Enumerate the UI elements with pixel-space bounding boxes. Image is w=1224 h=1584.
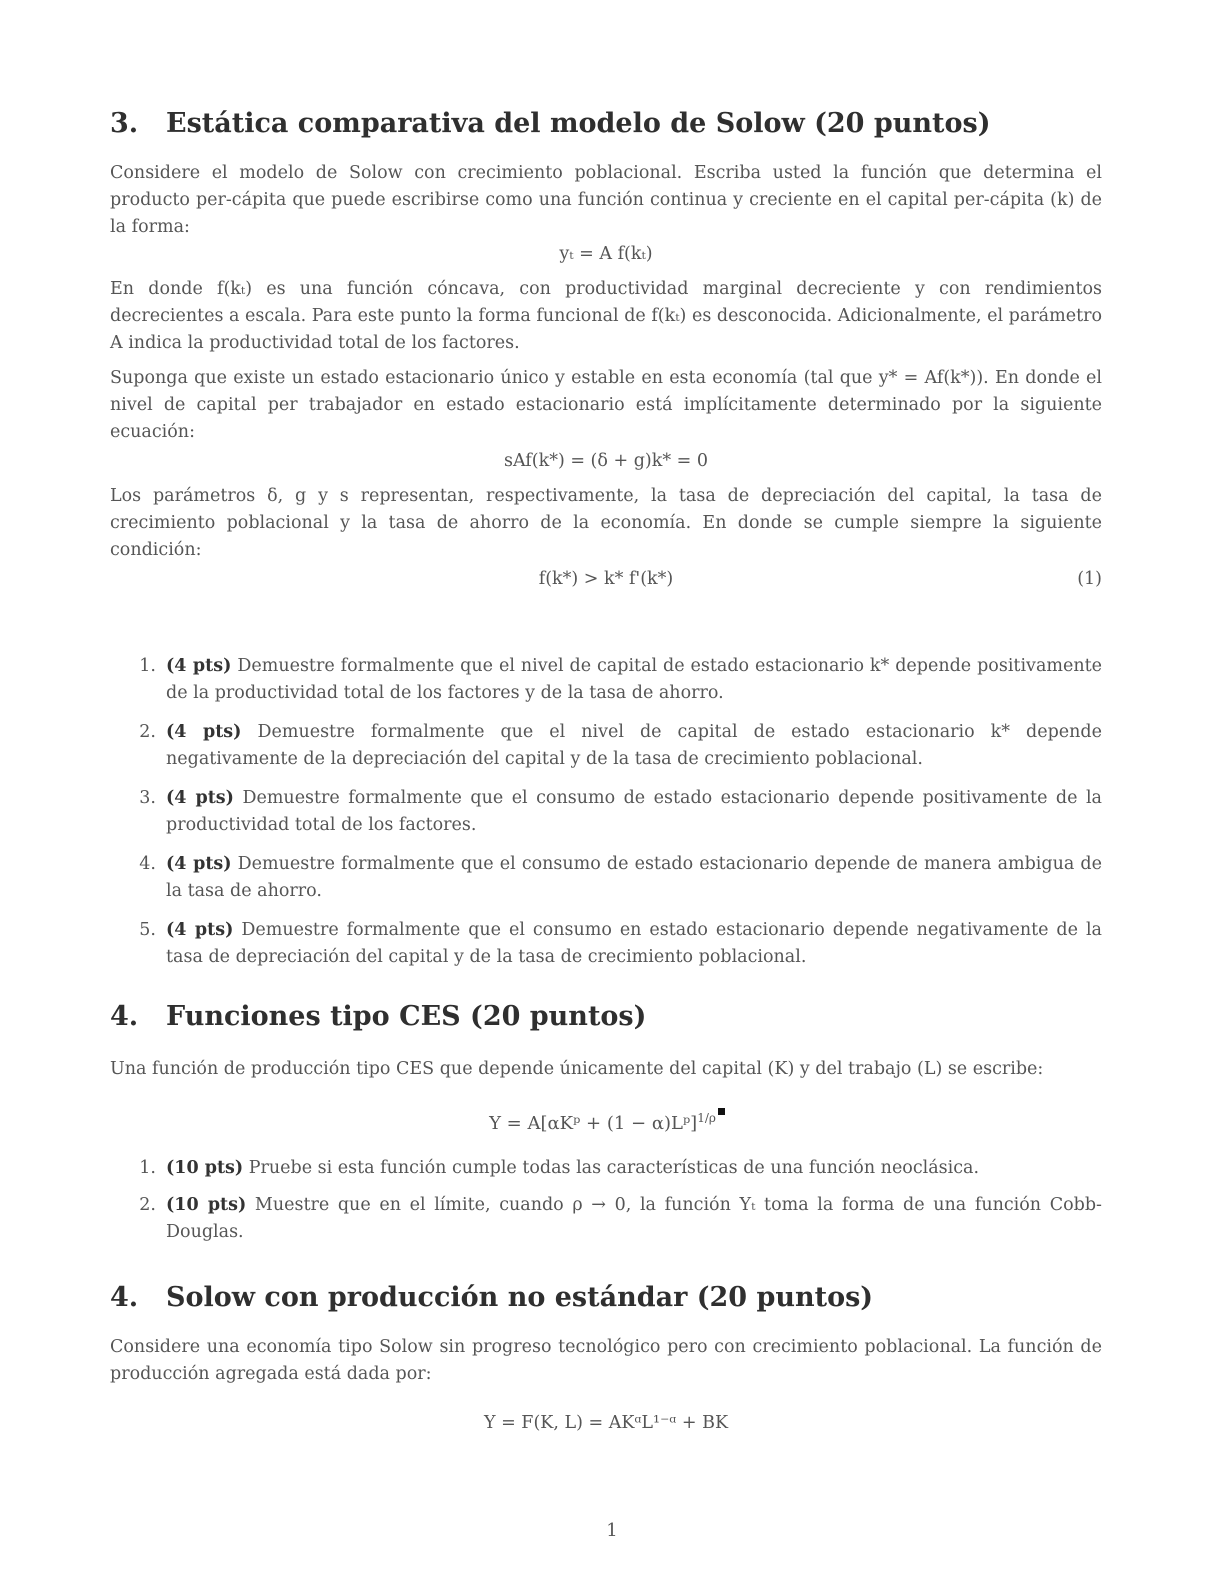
- equation-production: yₜ = A f(kₜ): [559, 244, 653, 265]
- section-5-heading: [110, 1282, 1102, 1314]
- section-title: Estática comparativa del modelo de Solow (20 puntos): [166, 108, 991, 139]
- paragraph: Una función de producción tipo CES que depende únicamente del capital (K) y del trabajo (L) se escribe:: [110, 1058, 1044, 1079]
- equation-condition: [110, 566, 1102, 593]
- list-item: 2. (4 pts) Demuestre formalmente que el nivel de capital de estado estacionario k* depende negativamente de la depreciación del capital y de la tasa de crecimiento poblacional.: [139, 722, 1102, 770]
- equation-number: (1): [1077, 569, 1102, 590]
- ink-dot: [718, 1108, 725, 1115]
- section-number: 4.: [110, 1001, 139, 1033]
- page-number: 1: [606, 1520, 618, 1541]
- equation-text: Y = A[αKᵖ + (1 − α)Lᵖ]: [489, 1112, 698, 1134]
- list-item: 2. (10 pts) Muestre que en el límite, cuando ρ → 0, la función Yₜ toma la forma de una función Cobb-Douglas.: [139, 1194, 1102, 1242]
- section-title: Funciones tipo CES (20 puntos): [166, 1001, 647, 1033]
- question-list: [110, 1155, 1102, 1246]
- document-page: [110, 108, 1102, 1437]
- list-item: 5. (4 pts) Demuestre formalmente que el consumo en estado estacionario depende negativamente de la tasa de depreciación del capital y de la tasa de crecimiento poblacional.: [139, 920, 1102, 968]
- question-list: [110, 653, 1102, 971]
- equation-steady-state: sAf(k*) = (δ + g)k* = 0: [503, 451, 709, 472]
- list-item: 3. (4 pts) Demuestre formalmente que el consumo de estado estacionario depende positivamente de la productividad total de los factores.: [139, 788, 1102, 836]
- section-4-heading: [110, 1001, 1102, 1033]
- section-3-heading: [110, 108, 1102, 140]
- section-title: Solow con producción no estándar (20 puntos): [166, 1281, 874, 1313]
- list-item: 1. (4 pts) Demuestre formalmente que el nivel de capital de estado estacionario k* depende positivamente de la productividad total de los factores y de la tasa de ahorro.: [139, 656, 1102, 704]
- paragraph: Suponga que existe un estado estacionario único y estable en esta economía (tal que y* = Af(k*)). En donde el nivel de capital per trabajador en estado estacionario está implícitamente determinado por la siguiente ecuación:: [110, 368, 1102, 443]
- equation-text: f(k*) > k* f'(k*): [538, 569, 674, 590]
- equation-ces: [110, 1105, 1102, 1137]
- paragraph: En donde f(kₜ) es una función cóncava, con productividad marginal decreciente y con rendimientos decrecientes a escala. Para este punto la forma funcional de f(kₜ) es desconocida. Adicionalmente, el parámetro A indica la productividad total de los factores.: [110, 279, 1102, 354]
- equation-nonstandard: Y = F(K, L) = AKᵅL¹⁻ᵅ + BK: [483, 1413, 729, 1434]
- paragraph: Considere el modelo de Solow con crecimiento poblacional. Escriba usted la función que determina el producto per-cápita que puede escribirse como una función continua y creciente en el capital per-cápita (k) de la forma:: [110, 163, 1102, 238]
- list-item: 4. (4 pts) Demuestre formalmente que el consumo de estado estacionario depende de manera ambigua de la tasa de ahorro.: [139, 854, 1102, 902]
- paragraph: Los parámetros δ, g y s representan, respectivamente, la tasa de depreciación del capital, la tasa de crecimiento poblacional y la tasa de ahorro de la economía. En donde se cumple siempre la siguiente condición:: [110, 486, 1102, 561]
- section-number: 3.: [110, 108, 139, 139]
- list-item: 1. (10 pts) Pruebe si esta función cumple todas las características de una función neoclásica.: [139, 1157, 980, 1178]
- section-number: 4.: [110, 1281, 139, 1313]
- paragraph: Considere una economía tipo Solow sin progreso tecnológico pero con crecimiento poblacional. La función de producción agregada está dada por:: [110, 1337, 1102, 1385]
- equation-exponent: 1/ρ: [697, 1110, 716, 1125]
